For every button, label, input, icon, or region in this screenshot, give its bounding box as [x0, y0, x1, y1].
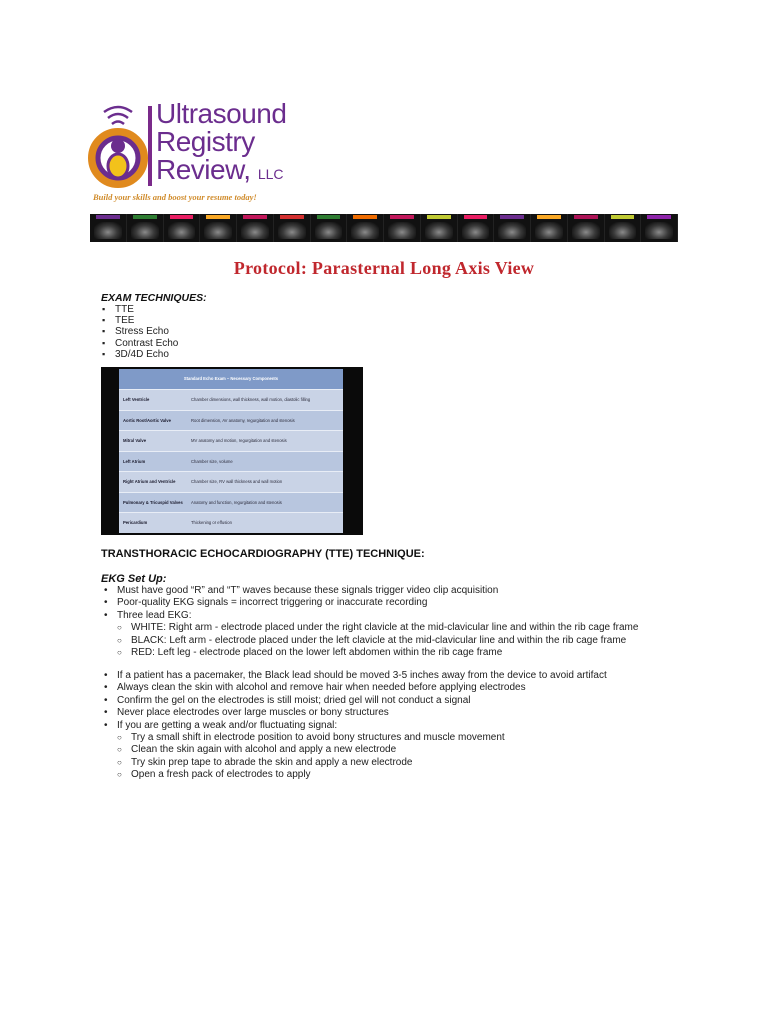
list-item: • Confirm the gel on the electrodes is still moist; dried gel will not conduct a signal: [101, 695, 607, 707]
ultrasound-image: [425, 222, 453, 239]
ultrasound-thumbnail: [200, 214, 237, 242]
ultrasound-thumbnail: [605, 214, 642, 242]
ultrasound-image: [645, 222, 673, 239]
table-header: Standard Echo Exam – Necessary Components: [119, 369, 343, 389]
list-item: • Poor-quality EKG signals = incorrect triggering or inaccurate recording: [101, 597, 638, 609]
list-item: • If you are getting a weak and/or fluctuating signal:: [101, 720, 607, 732]
table-cell-component: Right Atrium and Ventricle: [123, 479, 176, 485]
table-cell-component: Left Atrium: [123, 458, 146, 464]
sub-list-item: ○ WHITE: Right arm - electrode placed under the right clavicle at the mid-clavicular line and within the rib cage frame: [101, 622, 638, 634]
echo-components-table: [101, 367, 363, 535]
list-item: • If a patient has a pacemaker, the Black lead should be moved 3-5 inches away from the device to avoid artifact: [101, 670, 607, 682]
ultrasound-image: [241, 222, 269, 239]
ekg-setup-list: [101, 585, 638, 659]
logo-wordmark: [156, 100, 286, 188]
ultrasound-thumbnail: [90, 214, 127, 242]
table-cell-description: MV anatomy and motion, regurgitation and stenosis: [191, 438, 287, 444]
table-cell-description: Chamber size, RV wall thickness and wall motion: [191, 479, 283, 485]
ultrasound-thumbnail: [127, 214, 164, 242]
sub-list-item: ○ BLACK: Left arm - electrode placed under the left clavicle at the mid-clavicular line and within the rib cage frame: [101, 635, 638, 647]
ultrasound-thumbnail: [237, 214, 274, 242]
thumbnail-color-tab: [317, 215, 341, 219]
ultrasound-image: [572, 222, 600, 239]
logo-line-3: Review,: [156, 154, 251, 185]
table-cell-component: Pericardium: [123, 520, 148, 526]
ultrasound-image: [535, 222, 563, 239]
list-item: ▪ 3D/4D Echo: [101, 349, 178, 360]
ultrasound-thumbnail: [164, 214, 201, 242]
ultrasound-image: [204, 222, 232, 239]
tagline: Build your skills and boost your resume today!: [93, 192, 257, 202]
company-logo: [88, 98, 328, 198]
thumbnail-color-tab: [464, 215, 488, 219]
thumbnail-color-tab: [574, 215, 598, 219]
ultrasound-logo-icon: [88, 98, 148, 194]
page-title: Protocol: Parasternal Long Axis View: [233, 258, 535, 278]
list-item: ▪ TTE: [101, 304, 178, 315]
table-row: [119, 492, 343, 513]
table-cell-description: Anatomy and function, regurgitation and stenosis: [191, 499, 282, 505]
thumbnail-color-tab: [647, 215, 671, 219]
table-row: [119, 389, 343, 410]
thumbnail-color-tab: [206, 215, 230, 219]
ultrasound-image-strip: [90, 214, 678, 242]
logo-line-2: Registry: [156, 126, 255, 157]
ultrasound-image: [278, 222, 306, 239]
sub-list-item: ○ Open a fresh pack of electrodes to apply: [101, 769, 607, 781]
ekg-tips-list: [101, 670, 607, 782]
table-cell-component: Mitral Valve: [123, 438, 147, 444]
table-row: [119, 512, 343, 533]
table-cell-description: Thickening or effusion: [191, 520, 232, 526]
thumbnail-color-tab: [390, 215, 414, 219]
ultrasound-image: [168, 222, 196, 239]
exam-techniques-list: [101, 304, 178, 360]
ultrasound-thumbnail: [421, 214, 458, 242]
tte-heading: TRANSTHORACIC ECHOCARDIOGRAPHY (TTE) TECHNIQUE:: [101, 548, 425, 560]
list-item: • Three lead EKG:: [101, 610, 638, 622]
table-cell-component: Left Ventricle: [123, 397, 150, 403]
thumbnail-color-tab: [280, 215, 304, 219]
ultrasound-image: [498, 222, 526, 239]
logo-divider: [148, 106, 152, 186]
ultrasound-thumbnail: [274, 214, 311, 242]
thumbnail-color-tab: [243, 215, 267, 219]
logo-llc: LLC: [257, 166, 284, 182]
ultrasound-image: [462, 222, 490, 239]
table-cell-description: Chamber size, volume: [191, 458, 233, 464]
list-item: • Must have good “R” and “T” waves because these signals trigger video clip acquisition: [101, 585, 638, 597]
ultrasound-image: [94, 222, 122, 239]
list-item: ▪ TEE: [101, 315, 178, 326]
table-row: [119, 451, 343, 472]
list-item: • Never place electrodes over large muscles or bony structures: [101, 707, 607, 719]
ultrasound-thumbnail: [458, 214, 495, 242]
thumbnail-color-tab: [427, 215, 451, 219]
table-row: [119, 471, 343, 492]
ultrasound-image: [609, 222, 637, 239]
list-item: ▪ Stress Echo: [101, 326, 178, 337]
sub-list-item: ○ RED: Left leg - electrode placed on the lower left abdomen within the rib cage frame: [101, 647, 638, 659]
ultrasound-thumbnail: [641, 214, 678, 242]
ultrasound-thumbnail: [568, 214, 605, 242]
thumbnail-color-tab: [133, 215, 157, 219]
ultrasound-thumbnail: [384, 214, 421, 242]
ultrasound-thumbnail: [494, 214, 531, 242]
exam-techniques-heading: EXAM TECHNIQUES:: [101, 292, 207, 304]
sub-list-item: ○ Try a small shift in electrode position to avoid bony structures and muscle movement: [101, 732, 607, 744]
table-row: [119, 430, 343, 451]
list-item: ▪ Contrast Echo: [101, 338, 178, 349]
sub-list-item: ○ Try skin prep tape to abrade the skin and apply a new electrode: [101, 757, 607, 769]
thumbnail-color-tab: [353, 215, 377, 219]
ultrasound-image: [315, 222, 343, 239]
list-item: • Always clean the skin with alcohol and remove hair when needed before applying electrodes: [101, 682, 607, 694]
thumbnail-color-tab: [537, 215, 561, 219]
ultrasound-image: [351, 222, 379, 239]
ultrasound-image: [388, 222, 416, 239]
table-row: [119, 410, 343, 431]
table-cell-description: Root dimension, AV anatomy, regurgitation and stenosis: [191, 417, 295, 423]
logo-line-1: Ultrasound: [156, 98, 287, 129]
thumbnail-color-tab: [611, 215, 635, 219]
ekg-setup-heading: EKG Set Up:: [101, 573, 167, 585]
table-cell-description: Chamber dimensions, wall thickness, wall motion, diastolic filling: [191, 397, 311, 403]
ultrasound-thumbnail: [311, 214, 348, 242]
ultrasound-thumbnail: [347, 214, 384, 242]
ultrasound-thumbnail: [531, 214, 568, 242]
sub-list-item: ○ Clean the skin again with alcohol and apply a new electrode: [101, 744, 607, 756]
thumbnail-color-tab: [96, 215, 120, 219]
ultrasound-image: [131, 222, 159, 239]
thumbnail-color-tab: [500, 215, 524, 219]
table-cell-component: Aortic Root/Aortic Valve: [123, 417, 171, 423]
thumbnail-color-tab: [170, 215, 194, 219]
table-cell-component: Pulmonary & Tricuspid Valves: [123, 499, 183, 505]
